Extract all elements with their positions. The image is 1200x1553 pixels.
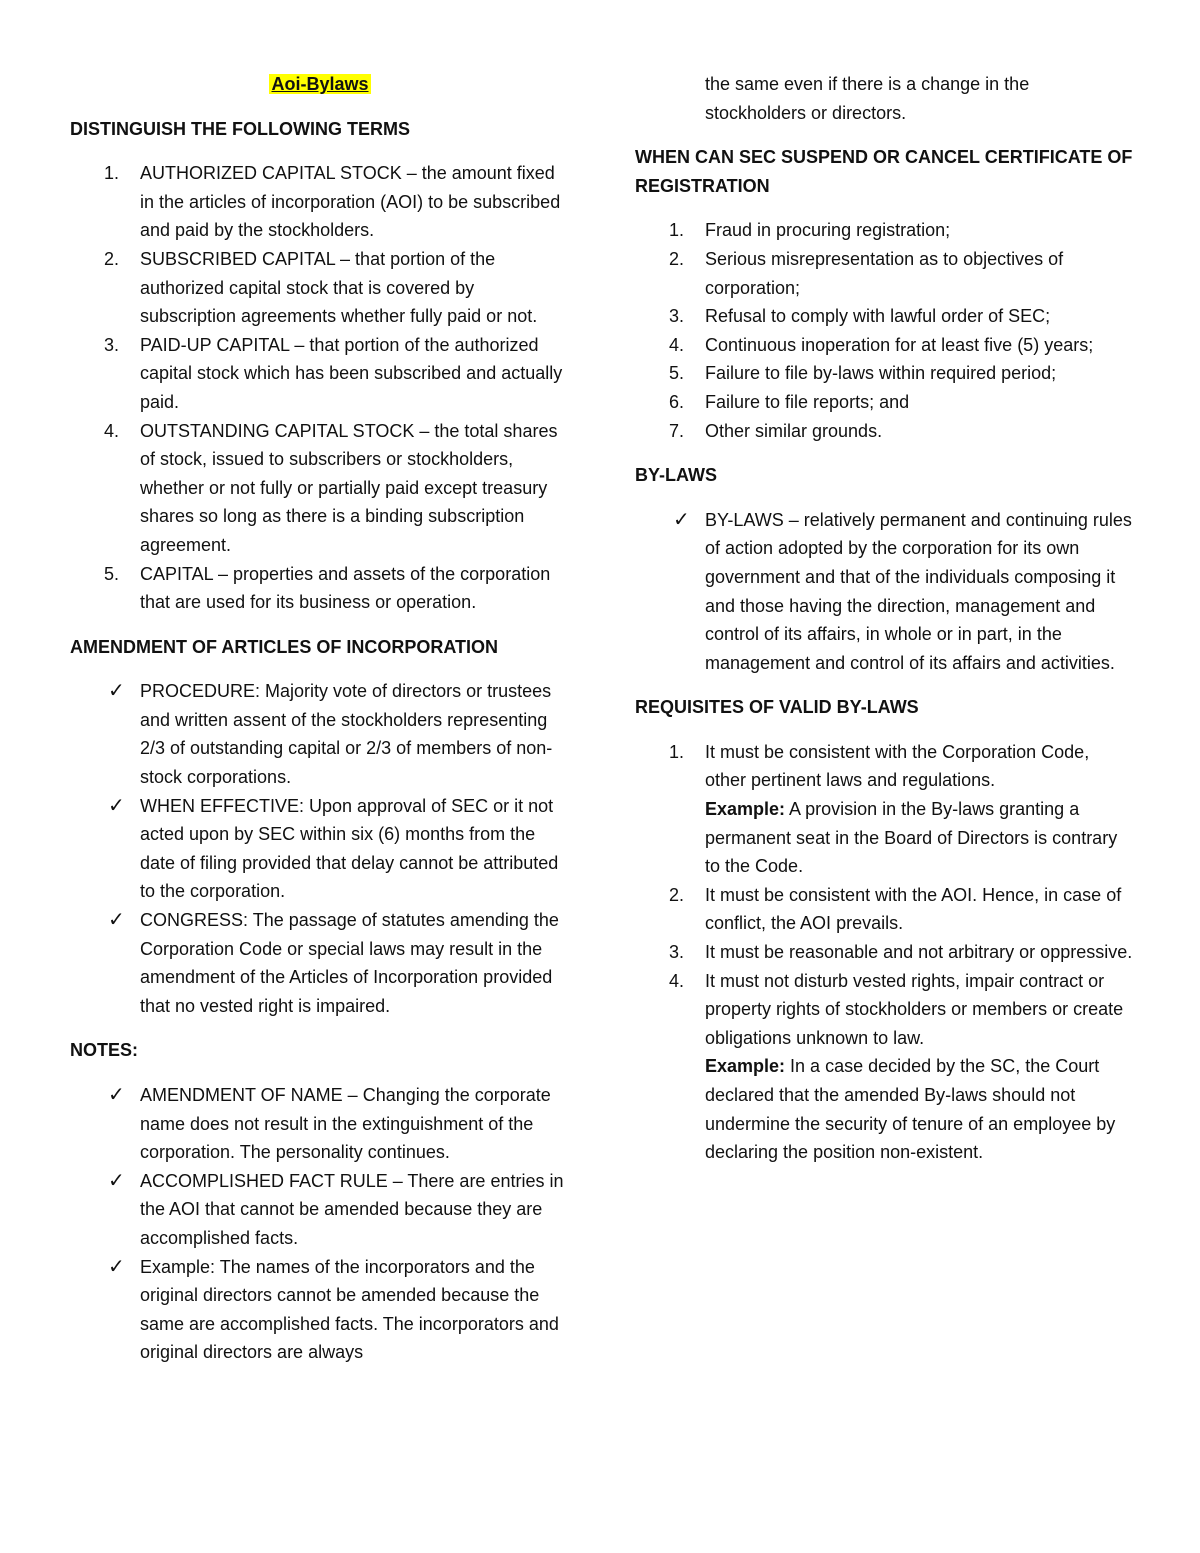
list-item — [635, 881, 1135, 938]
item-number: 5. — [104, 563, 120, 584]
list-item — [70, 245, 570, 331]
item-number: 1. — [669, 220, 685, 241]
item-number: 4. — [669, 334, 685, 355]
list-item — [70, 159, 570, 245]
item-text: PROCEDURE: Majority vote of directors or trustees and written assent of the stockholders representing 2/3 of outstanding capital or 2/3 of members of non-stock corporations. — [140, 681, 553, 788]
list-item — [635, 738, 1135, 881]
list-item — [635, 938, 1135, 967]
list-item — [635, 331, 1135, 360]
item-text: Failure to file by-laws within required period; — [705, 363, 1057, 384]
list-item — [635, 216, 1135, 245]
item-text: Fraud in procuring registration; — [705, 220, 951, 241]
list-item — [70, 331, 570, 417]
requisites-list — [635, 738, 1135, 1167]
list-item — [70, 1081, 570, 1167]
list-item — [635, 417, 1135, 446]
item-number: 3. — [669, 942, 685, 963]
item-number: 2. — [669, 248, 685, 269]
item-text: Refusal to comply with lawful order of SEC; — [705, 306, 1051, 327]
notes-list — [70, 1081, 570, 1367]
item-text: Example: The names of the incorporators and the original directors cannot be amended because the same are accomplished facts. The incorporators and original directors are always — [140, 1256, 559, 1363]
item-text: CONGRESS: The passage of statutes amending the Corporation Code or special laws may result in the amendment of the Articles of Incorporation provided that no vested right is impaired. — [140, 910, 559, 1016]
item-number: 3. — [104, 334, 120, 355]
list-item — [635, 506, 1135, 678]
list-item — [70, 560, 570, 617]
item-number: 2. — [104, 248, 120, 269]
item-text: ACCOMPLISHED FACT RULE – There are entries in the AOI that cannot be amended because they are accomplished facts. — [140, 1170, 564, 1248]
item-text: AUTHORIZED CAPITAL STOCK – the amount fixed in the articles of incorporation (AOI) to be subscribed and paid by the stockholders. — [140, 163, 561, 241]
item-number: 5. — [669, 363, 685, 384]
list-item — [635, 967, 1135, 1167]
item-number: 1. — [669, 741, 685, 762]
item-text: BY-LAWS – relatively permanent and continuing rules of action adopted by the corporation for its own government and that of the individuals composing it and those having the direction, management and control of its affairs, in whole or in part, in the management and control of its affairs and activities. — [705, 509, 1132, 673]
bylaws-list — [635, 506, 1135, 678]
item-number: 2. — [669, 884, 685, 905]
item-text: OUTSTANDING CAPITAL STOCK – the total shares of stock, issued to subscribers or stockholders, whether or not fully or partially paid except treasury shares so long as there is a binding subscription agreement. — [140, 420, 558, 555]
item-text: SUBSCRIBED CAPITAL – that portion of the authorized capital stock that is covered by subscription agreements whether fully paid or not. — [140, 248, 538, 327]
list-item — [70, 1167, 570, 1253]
item-text: It must be consistent with the AOI. Hence, in case of conflict, the AOI prevails. — [705, 884, 1122, 934]
item-text: WHEN EFFECTIVE: Upon approval of SEC or it not acted upon by SEC within six (6) months from the date of filing provided that delay cannot be attributed to the corporation. — [140, 795, 559, 902]
distinguish-heading: DISTINGUISH THE FOLLOWING TERMS — [70, 118, 410, 139]
item-text: Failure to file reports; and — [705, 391, 910, 412]
title-wrap — [70, 70, 570, 99]
list-item — [635, 359, 1135, 388]
right-column — [635, 70, 1135, 1183]
list-item — [70, 677, 570, 791]
item-text: Serious misrepresentation as to objectives of corporation; — [705, 248, 1064, 298]
list-item — [635, 302, 1135, 331]
check-icon: ✓ — [108, 794, 125, 817]
check-icon: ✓ — [108, 1255, 125, 1278]
check-icon: ✓ — [108, 1169, 125, 1192]
notes-continuation: the same even if there is a change in the stockholders or directors. — [705, 74, 1030, 123]
bylaws-heading: BY-LAWS — [635, 465, 718, 486]
item-number: 4. — [104, 420, 120, 441]
amendment-heading: AMENDMENT OF ARTICLES OF INCORPORATION — [70, 636, 498, 657]
example-paragraph — [705, 1052, 1135, 1166]
item-text: It must be reasonable and not arbitrary or oppressive. — [705, 942, 1133, 963]
item-number: 3. — [669, 306, 685, 327]
item-number: 4. — [669, 970, 685, 991]
requisites-heading: REQUISITES OF VALID BY-LAWS — [635, 697, 919, 718]
list-item — [635, 245, 1135, 302]
check-icon: ✓ — [108, 1084, 125, 1106]
suspend-list — [635, 216, 1135, 445]
check-icon: ✓ — [108, 909, 125, 932]
item-text: Continuous inoperation for at least five (5) years; — [705, 334, 1094, 355]
left-column — [70, 70, 570, 1383]
example-paragraph — [705, 795, 1135, 881]
document-title: Aoi-Bylaws — [271, 74, 369, 94]
item-text: It must be consistent with the Corporation Code, other pertinent laws and regulations. — [705, 741, 1090, 791]
item-text: Other similar grounds. — [705, 420, 883, 441]
item-number: 6. — [669, 391, 685, 412]
item-number: 1. — [104, 163, 120, 184]
example-label: Example: — [705, 799, 786, 820]
list-item — [635, 388, 1135, 417]
list-item — [70, 417, 570, 560]
list-item — [70, 792, 570, 906]
list-item — [70, 906, 570, 1020]
example-text: In a case decided by the SC, the Court declared that the amended By-laws should not undermine the security of tenure of an employee by declaring the position non-existent. — [705, 1056, 1116, 1163]
amendment-list — [70, 677, 570, 1020]
item-text: CAPITAL – properties and assets of the corporation that are used for its business or operation. — [140, 563, 551, 613]
list-item — [70, 1253, 570, 1367]
example-label: Example: — [705, 1056, 786, 1077]
item-text: AMENDMENT OF NAME – Changing the corporate name does not result in the extinguishment of the corporation. The personality continues. — [140, 1085, 551, 1163]
example-text: A provision in the By-laws granting a permanent seat in the Board of Directors is contrary to the Code. — [705, 799, 1118, 877]
suspend-heading: WHEN CAN SEC SUSPEND OR CANCEL CERTIFICATE OF REGISTRATION — [635, 147, 1133, 196]
item-number: 7. — [669, 420, 685, 441]
item-text: It must not disturb vested rights, impair contract or property rights of stockholders or members or create obligations unknown to law. — [705, 970, 1124, 1048]
notes-heading: NOTES: — [70, 1040, 139, 1061]
check-icon: ✓ — [673, 508, 690, 531]
item-text: PAID-UP CAPITAL – that portion of the authorized capital stock which has been subscribed and actually paid. — [140, 334, 563, 412]
distinguish-list — [70, 159, 570, 617]
check-icon: ✓ — [108, 680, 125, 703]
